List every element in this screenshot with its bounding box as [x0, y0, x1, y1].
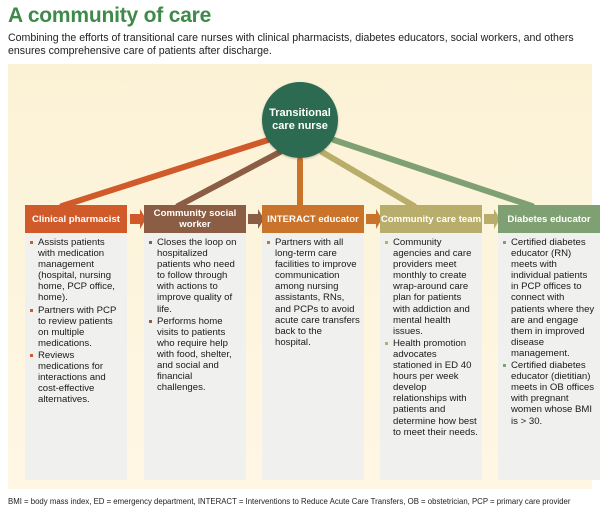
list-item: Certified diabetes educator (dietitian) meets in OB offices with pregnant women whose BMI is > 30. — [502, 360, 596, 427]
transitional-care-nurse-node: Transitional care nurse — [262, 82, 338, 158]
column-body — [262, 233, 364, 480]
footnote: BMI = body mass index, ED = emergency department, INTERACT = Interventions to Reduce Acute Care Transfers, OB = obstetrician, PCP = primary care provider — [8, 497, 571, 506]
column-clinical-pharmacist — [25, 205, 127, 480]
list-item: Assists patients with medication management (hospital, nursing home, PCP office, home). — [29, 237, 123, 304]
list-item: Health promotion advocates stationed in ED 40 hours per week develop relationships with patients and determine how best to meet their needs. — [384, 338, 478, 438]
list-item: Closes the loop on hospitalized patients who need to follow through with actions to improve quality of life. — [148, 237, 242, 315]
column-interact-educator — [262, 205, 364, 480]
list-item: Partners with PCP to review patients on multiple medications. — [29, 305, 123, 349]
list-item: Partners with all long-term care facilities to improve communication among nursing assistants, RNs, and PCPs to avoid acute care transfers back to the hospital. — [266, 237, 360, 348]
column-body — [25, 233, 127, 480]
column-title: Community care team — [380, 205, 482, 233]
list-item: Community agencies and care providers meet monthly to create wrap-around care plan for patients with addiction and mental health issues. — [384, 237, 478, 337]
list-item: Performs home visits to patients who require help with food, shelter, and social and financial challenges. — [148, 316, 242, 394]
column-title: Diabetes educator — [498, 205, 600, 233]
spoke-community-social-worker — [178, 152, 280, 206]
column-body — [144, 233, 246, 480]
column-body — [498, 233, 600, 480]
column-title: Community social worker — [144, 205, 246, 233]
column-diabetes-educator — [498, 205, 600, 480]
column-title: INTERACT educator — [262, 205, 364, 233]
page-title: A community of care — [8, 4, 212, 27]
list-item: Certified diabetes educator (RN) meets with individual patients in PCP offices to connect with patients where they are and engage them in improved disease management. — [502, 237, 596, 359]
list-item: Reviews medications for interactions and cost-effective alternatives. — [29, 350, 123, 405]
column-body — [380, 233, 482, 480]
page-subtitle: Combining the efforts of transitional care nurses with clinical pharmacists, diabetes educators, social workers, and others ensures comprehensive care of patients after discharge. — [8, 32, 574, 57]
column-community-social-worker — [144, 205, 246, 480]
column-community-care-team — [380, 205, 482, 480]
column-title: Clinical pharmacist — [25, 205, 127, 233]
